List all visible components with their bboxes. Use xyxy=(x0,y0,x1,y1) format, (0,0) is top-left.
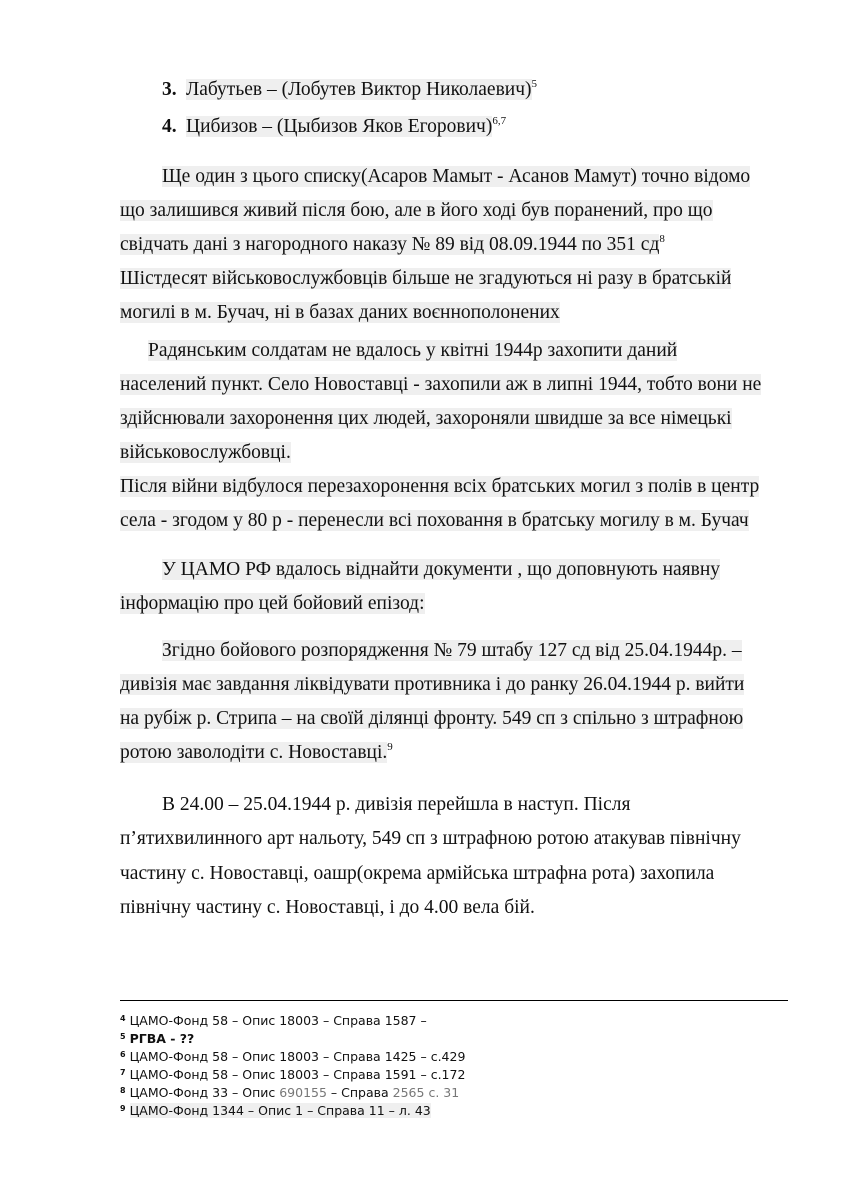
paragraph-line: Шістдесят військовослужбовців більше не згадуються ні разу в братській xyxy=(120,268,732,289)
paragraph-line: здійснювали захоронення цих людей, захороняли швидше за все німецькі xyxy=(120,408,732,429)
footnote: $^9$ ЦАМО-Фонд 1344 – Опис 1 – Справа 11 – л. 43 xyxy=(120,1103,431,1118)
list-item xyxy=(162,73,537,107)
paragraph-line: Згідно бойового розпорядження № 79 штабу 127 сд від 25.04.1944р. – xyxy=(162,640,742,661)
footnote: $^7$ ЦАМО-Фонд 58 – Опис 18003 – Справа 1591 – с.172 xyxy=(120,1067,466,1082)
paragraph-line: В 24.00 – 25.04.1944 р. дивізія перейшла в наступ. Після xyxy=(162,794,631,815)
footnote: $^4$ ЦАМО-Фонд 58 – Опис 18003 – Справа 1587 – xyxy=(120,1013,427,1028)
paragraph-line: свідчать дані з нагородного наказу № 89 від 08.09.1944 по 351 $сд^8$ xyxy=(120,233,665,255)
paragraph-line: на рубіж р. Стрипа – на своїй ділянці фронту. 549 сп з спільно з штрафною xyxy=(120,708,744,729)
paragraph-line: ротою заволодіти с. Новоставці.$^9$ xyxy=(120,741,393,763)
paragraph-line: дивізія має завдання ліквідувати противника і до ранку 26.04.1944 р. вийти xyxy=(120,674,745,695)
paragraph-line: інформацію про цей бойовий епізод: xyxy=(120,593,425,614)
paragraph-line: населений пункт. Село Новоставці - захопили аж в липні 1944, тобто вони не xyxy=(120,374,762,395)
paragraph-line: військовослужбовці. xyxy=(120,442,291,463)
paragraph-line: п’ятихвилинного арт нальоту, 549 сп з штрафною ротою атакував північну xyxy=(120,828,741,849)
paragraph-line: північну частину с. Новоставці, і до 4.00 вела бій. xyxy=(120,897,535,918)
paragraph-line: Ще один з цього списку(Асаров Мамыт - Асанов Мамут) точно відомо xyxy=(162,166,751,187)
paragraph-line: У ЦАМО РФ вдалось віднайти документи , що доповнують наявну xyxy=(162,559,721,580)
footnote-ref: 5 xyxy=(531,78,538,90)
footnote: $^6$ ЦАМО-Фонд 58 – Опис 18003 – Справа 1425 – с.429 xyxy=(120,1049,466,1064)
paragraph-line: Після війни відбулося перезахоронення всіх братських могил з полів в центр xyxy=(120,476,760,497)
footnote-ref: 6,7 xyxy=(492,115,507,127)
list-number: 3. xyxy=(162,79,177,100)
list-text: Цибизов – (Цыбизов Яков Егорович) xyxy=(186,116,493,137)
paragraph-line: частину с. Новоставці, оашр(окрема армійська штрафна рота) захопила xyxy=(120,863,715,884)
footnote-separator xyxy=(120,1000,788,1001)
list-text: Лабутьев – (Лобутев Виктор Николаевич) xyxy=(186,79,532,100)
footnote: $^5$ РГВА - ?? xyxy=(120,1031,195,1046)
paragraph-line: могилі в м. Бучач, ні в базах даних воєннополонених xyxy=(120,302,560,323)
list-item xyxy=(162,110,506,144)
list-number: 4. xyxy=(162,116,177,137)
footnote: $^8$ ЦАМО-Фонд 33 – Опис 690155 – Справа 2565 с. 31 xyxy=(120,1085,460,1100)
paragraph-line: Радянським солдатам не вдалось у квітні 1944р захопити даний xyxy=(148,340,678,361)
footnote-ref: 8 xyxy=(659,233,665,245)
footnote-ref: 9 xyxy=(387,741,393,753)
paragraph-line: що залишився живий після бою, але в його ході був поранений, про що xyxy=(120,200,713,221)
paragraph-line: села - згодом у 80 р - перенесли всі поховання в братську могилу в м. Бучач xyxy=(120,510,749,531)
